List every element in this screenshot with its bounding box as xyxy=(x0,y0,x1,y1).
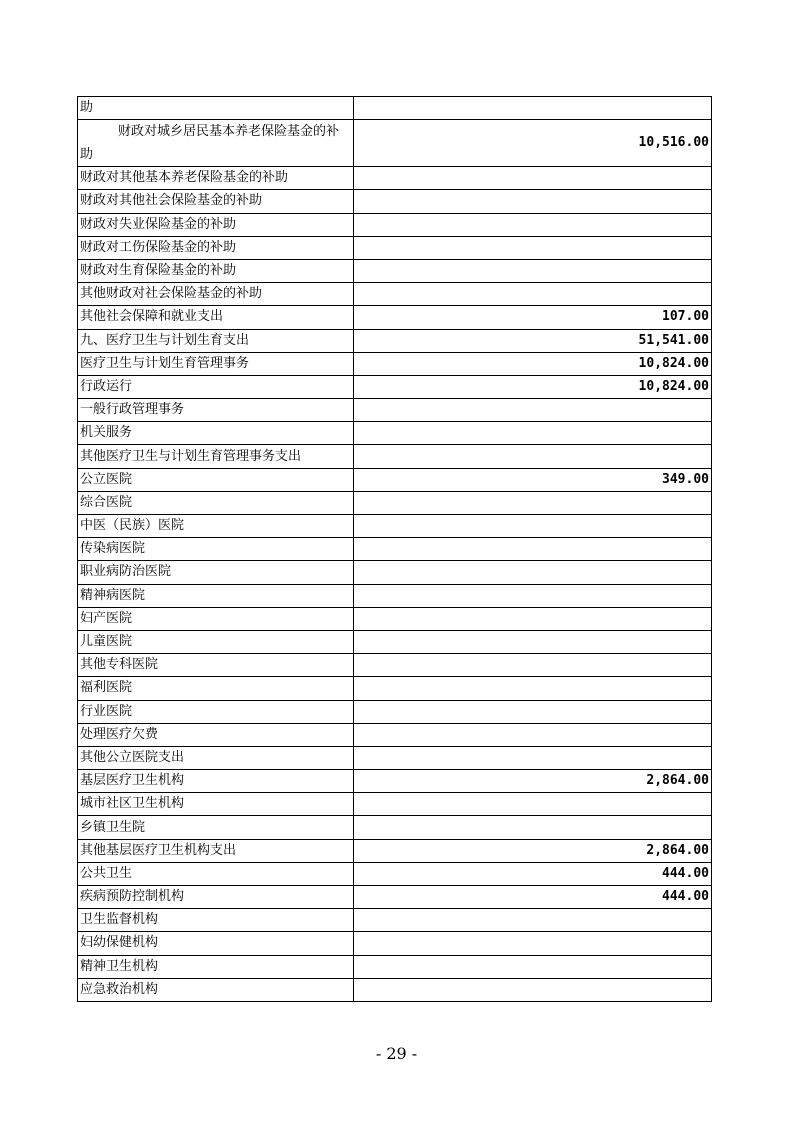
amount-cell xyxy=(354,584,712,607)
amount-cell: 51,541.00 xyxy=(354,329,712,352)
table-row xyxy=(78,445,712,468)
amount-cell xyxy=(354,213,712,236)
amount-cell xyxy=(354,909,712,932)
item-name-cell: 九、医疗卫生与计划生育支出 xyxy=(78,329,354,352)
amount-cell xyxy=(354,700,712,723)
table-row xyxy=(78,886,712,909)
amount-cell xyxy=(354,515,712,538)
amount-cell xyxy=(354,259,712,282)
item-name-cell: 儿童医院 xyxy=(78,630,354,653)
table-row xyxy=(78,955,712,978)
page-number: - 29 - xyxy=(375,1044,418,1063)
amount-cell xyxy=(354,654,712,677)
item-name-cell: 其他医疗卫生与计划生育管理事务支出 xyxy=(78,445,354,468)
amount-cell: 10,516.00 xyxy=(354,120,712,167)
item-name-cell: 助 xyxy=(78,97,354,120)
table-row xyxy=(78,538,712,561)
amount-cell: 107.00 xyxy=(354,306,712,329)
table-row xyxy=(78,468,712,491)
table-row xyxy=(78,770,712,793)
item-name-cell: 财政对生育保险基金的补助 xyxy=(78,259,354,282)
table-row xyxy=(78,352,712,375)
item-name-cell: 其他公立医院支出 xyxy=(78,746,354,769)
amount-cell xyxy=(354,167,712,190)
item-name-cell: 疾病预防控制机构 xyxy=(78,886,354,909)
item-name-cell: 一般行政管理事务 xyxy=(78,399,354,422)
item-name-cell: 财政对失业保险基金的补助 xyxy=(78,213,354,236)
table-row xyxy=(78,700,712,723)
amount-cell xyxy=(354,793,712,816)
amount-cell xyxy=(354,630,712,653)
table-row xyxy=(78,654,712,677)
amount-cell xyxy=(354,932,712,955)
budget-table xyxy=(77,96,712,1002)
table-row xyxy=(78,190,712,213)
table-row xyxy=(78,978,712,1001)
amount-cell xyxy=(354,538,712,561)
item-name-cell: 公立医院 xyxy=(78,468,354,491)
item-name-cell: 其他财政对社会保险基金的补助 xyxy=(78,283,354,306)
item-name-cell: 福利医院 xyxy=(78,677,354,700)
table-row xyxy=(78,839,712,862)
item-name-cell: 医疗卫生与计划生育管理事务 xyxy=(78,352,354,375)
table-row xyxy=(78,746,712,769)
amount-cell: 2,864.00 xyxy=(354,770,712,793)
item-name-cell: 乡镇卫生院 xyxy=(78,816,354,839)
table-row xyxy=(78,677,712,700)
table-row xyxy=(78,375,712,398)
table-row xyxy=(78,259,712,282)
table-row xyxy=(78,329,712,352)
amount-cell xyxy=(354,561,712,584)
table-row xyxy=(78,909,712,932)
amount-cell xyxy=(354,283,712,306)
item-name-cell: 其他社会保障和就业支出 xyxy=(78,306,354,329)
item-name-cell: 机关服务 xyxy=(78,422,354,445)
amount-cell xyxy=(354,746,712,769)
item-name-cell: 处理医疗欠费 xyxy=(78,723,354,746)
amount-cell xyxy=(354,723,712,746)
amount-cell xyxy=(354,422,712,445)
item-name-cell: 妇幼保健机构 xyxy=(78,932,354,955)
table-row xyxy=(78,213,712,236)
item-name-cell: 应急救治机构 xyxy=(78,978,354,1001)
amount-cell: 10,824.00 xyxy=(354,375,712,398)
item-name-cell: 公共卫生 xyxy=(78,862,354,885)
amount-cell: 2,864.00 xyxy=(354,839,712,862)
item-name-cell: 妇产医院 xyxy=(78,607,354,630)
item-name-cell: 综合医院 xyxy=(78,491,354,514)
table-row xyxy=(78,630,712,653)
item-name-cell: 卫生监督机构 xyxy=(78,909,354,932)
table-row xyxy=(78,723,712,746)
item-name-cell: 职业病防治医院 xyxy=(78,561,354,584)
amount-cell xyxy=(354,190,712,213)
table-row xyxy=(78,584,712,607)
item-name-cell: 城市社区卫生机构 xyxy=(78,793,354,816)
table-row xyxy=(78,607,712,630)
amount-cell: 444.00 xyxy=(354,886,712,909)
item-name-cell: 传染病医院 xyxy=(78,538,354,561)
budget-table-body xyxy=(78,97,712,1002)
amount-cell xyxy=(354,445,712,468)
item-name-cell: 行业医院 xyxy=(78,700,354,723)
item-name-cell: 其他基层医疗卫生机构支出 xyxy=(78,839,354,862)
item-name-cell: 基层医疗卫生机构 xyxy=(78,770,354,793)
table-row xyxy=(78,561,712,584)
amount-cell: 444.00 xyxy=(354,862,712,885)
table-row xyxy=(78,236,712,259)
item-name-cell: 行政运行 xyxy=(78,375,354,398)
table-row xyxy=(78,167,712,190)
amount-cell xyxy=(354,677,712,700)
amount-cell xyxy=(354,236,712,259)
table-row xyxy=(78,97,712,120)
table-row xyxy=(78,862,712,885)
table-row xyxy=(78,515,712,538)
amount-cell xyxy=(354,491,712,514)
table-row xyxy=(78,793,712,816)
item-name-cell: 财政对其他社会保险基金的补助 xyxy=(78,190,354,213)
amount-cell xyxy=(354,607,712,630)
item-name-cell: 精神病医院 xyxy=(78,584,354,607)
table-row xyxy=(78,422,712,445)
table-row xyxy=(78,491,712,514)
table-row xyxy=(78,283,712,306)
item-name-cell: 财政对其他基本养老保险基金的补助 xyxy=(78,167,354,190)
table-row xyxy=(78,816,712,839)
table-row xyxy=(78,932,712,955)
amount-cell xyxy=(354,399,712,422)
item-name-cell: 财政对工伤保险基金的补助 xyxy=(78,236,354,259)
table-row xyxy=(78,120,712,167)
amount-cell: 349.00 xyxy=(354,468,712,491)
item-name-cell: 中医（民族）医院 xyxy=(78,515,354,538)
table-row xyxy=(78,306,712,329)
amount-cell: 10,824.00 xyxy=(354,352,712,375)
item-name-cell: 其他专科医院 xyxy=(78,654,354,677)
amount-cell xyxy=(354,978,712,1001)
amount-cell xyxy=(354,955,712,978)
amount-cell xyxy=(354,816,712,839)
amount-cell xyxy=(354,97,712,120)
table-row xyxy=(78,399,712,422)
item-name-cell: 精神卫生机构 xyxy=(78,955,354,978)
item-name-cell: 财政对城乡居民基本养老保险基金的补助 xyxy=(78,120,354,167)
